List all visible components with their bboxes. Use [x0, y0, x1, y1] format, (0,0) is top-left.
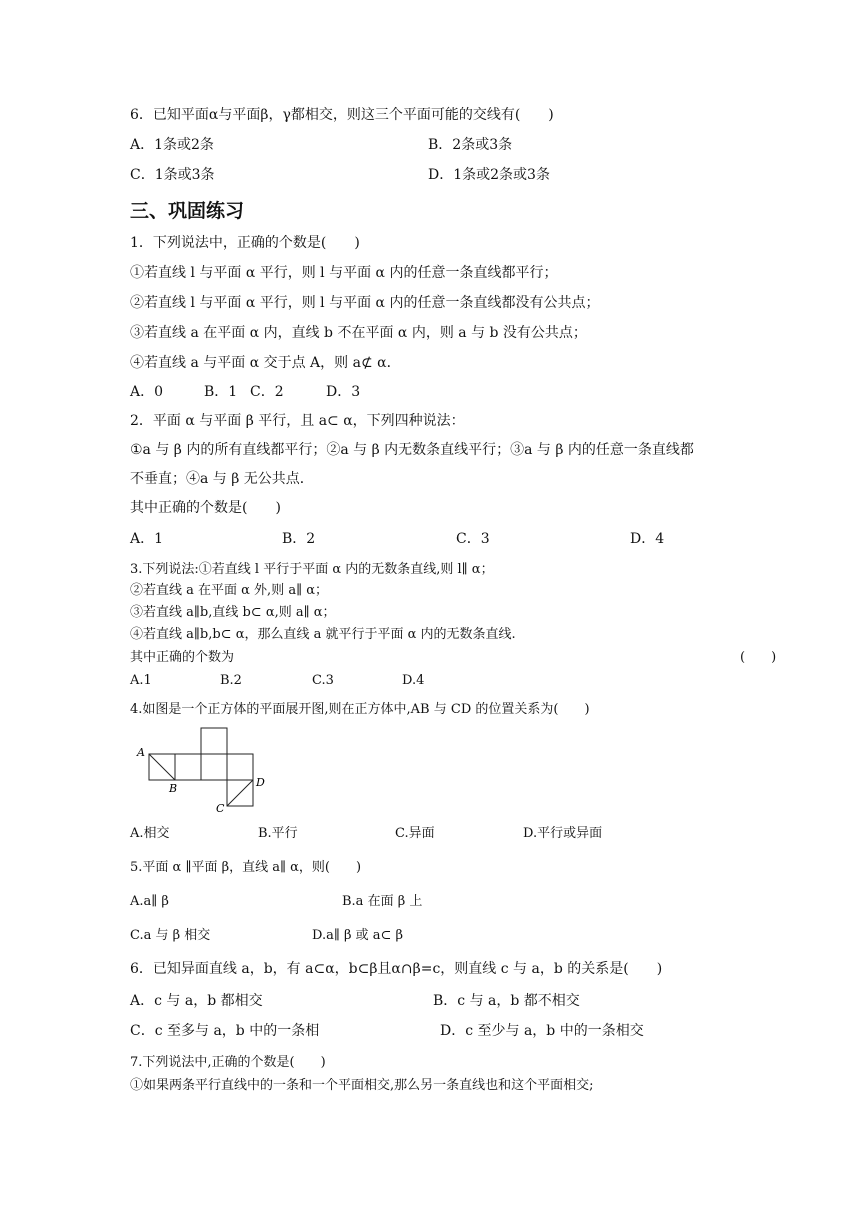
q5-option-a: A.a∥ β [130, 894, 169, 909]
q6b-option-c: C．c 至多与 a，b 中的一条相 [130, 1023, 320, 1039]
q2-stem: 2．平面 α 与平面 β 平行，且 a⊂ α，下列四种说法： [130, 413, 465, 429]
q7-statement-1: ①如果两条平行直线中的一条和一个平面相交,那么另一条直线也和这个平面相交; [130, 1078, 594, 1093]
q6a-option-c: C．1条或3条 [130, 167, 215, 183]
net-square-2 [175, 754, 201, 780]
q1-option-c: C．2 [250, 384, 284, 400]
label-a: A [137, 746, 145, 759]
q1-statement-3: ③若直线 a 在平面 α 内，直线 b 不在平面 α 内，则 a 与 b 没有公共点； [130, 325, 587, 341]
q1-option-d: D．3 [326, 384, 361, 400]
net-square-4 [227, 754, 253, 780]
q3-statement-4: ④若直线 a∥b,b⊂ α，那么直线 a 就平行于平面 α 内的无数条直线. [130, 627, 516, 642]
net-square-3 [201, 754, 227, 780]
q6b-option-a: A．c 与 a，b 都相交 [130, 993, 263, 1009]
q1-option-a: A．0 [130, 384, 164, 400]
q2-option-c: C．3 [456, 531, 490, 547]
q2-statements-line1: ①a 与 β 内的所有直线都平行；②a 与 β 内无数条直线平行；③a 与 β 内的任意一条直线都 [130, 442, 694, 458]
label-d: D [256, 776, 265, 789]
q1-statement-4: ④若直线 a 与平面 α 交于点 A，则 a⊄ α． [130, 355, 401, 371]
q3-answer-paren: ( ) [740, 650, 777, 665]
q4-option-c: C.异面 [395, 826, 435, 841]
q3-statement-3: ③若直线 a∥b,直线 b⊂ α,则 a∥ α； [130, 605, 336, 620]
q1-option-b: B．1 [204, 384, 238, 400]
q1-statement-1: ①若直线 l 与平面 α 平行，则 l 与平面 α 内的任意一条直线都平行； [130, 265, 558, 281]
q2-ask: 其中正确的个数是( ) [130, 500, 281, 516]
q6a-option-b: B．2条或3条 [428, 137, 513, 153]
q5-option-b: B.a 在面 β 上 [342, 894, 423, 909]
q2-statements-line2: 不垂直；④a 与 β 无公共点． [130, 471, 314, 487]
label-b: B [169, 782, 178, 795]
net-square-top [201, 728, 227, 754]
q5-option-d: D.a∥ β 或 a⊂ β [312, 928, 404, 943]
q2-option-b: B．2 [282, 531, 316, 547]
segment-cd [227, 780, 253, 806]
q4-option-a: A.相交 [130, 826, 170, 841]
q6a-option-a: A．1条或2条 [130, 137, 214, 153]
q7-stem: 7.下列说法中,正确的个数是( ) [130, 1055, 326, 1070]
q5-option-c: C.a 与 β 相交 [130, 928, 211, 943]
q2-option-a: A．1 [130, 531, 164, 547]
q3-ask: 其中正确的个数为 [130, 650, 235, 665]
q3-option-d: D.4 [402, 673, 425, 688]
q4-option-d: D.平行或异面 [523, 826, 603, 841]
q3-option-a: A.1 [130, 673, 152, 688]
q4-stem: 4.如图是一个正方体的平面展开图,则在正方体中,AB 与 CD 的位置关系为( ) [130, 702, 590, 717]
q1-stem: 1．下列说法中，正确的个数是( ) [130, 235, 360, 251]
q6b-option-b: B．c 与 a，b 都不相交 [433, 993, 580, 1009]
q3-statement-2: ②若直线 a 在平面 α 外,则 a∥ α； [130, 583, 328, 598]
cube-net-figure [130, 724, 280, 816]
segment-ab [149, 754, 175, 780]
q5-stem: 5.平面 α ∥平面 β，直线 a∥ α，则( ) [130, 860, 362, 875]
q6b-stem: 6．已知异面直线 a，b，有 a⊂α，b⊂β且α∩β=c，则直线 c 与 a，b 的关系是( ) [130, 961, 663, 977]
section-title: 三、巩固练习 [130, 200, 245, 222]
q2-option-d: D．4 [630, 531, 665, 547]
q6a-option-d: D．1条或2条或3条 [428, 167, 550, 183]
q3-option-b: B.2 [220, 673, 242, 688]
q3-option-c: C.3 [312, 673, 334, 688]
q6b-option-d: D．c 至少与 a，b 中的一条相交 [440, 1023, 644, 1039]
q3-stem: 3.下列说法:①若直线 l 平行于平面 α 内的无数条直线,则 l∥ α； [130, 562, 494, 577]
q4-option-b: B.平行 [258, 826, 298, 841]
q6a-stem: 6．已知平面α与平面β，γ都相交，则这三个平面可能的交线有( ) [130, 107, 554, 123]
label-c: C [216, 802, 225, 815]
q1-statement-2: ②若直线 l 与平面 α 平行，则 l 与平面 α 内的任意一条直线都没有公共点； [130, 295, 600, 311]
